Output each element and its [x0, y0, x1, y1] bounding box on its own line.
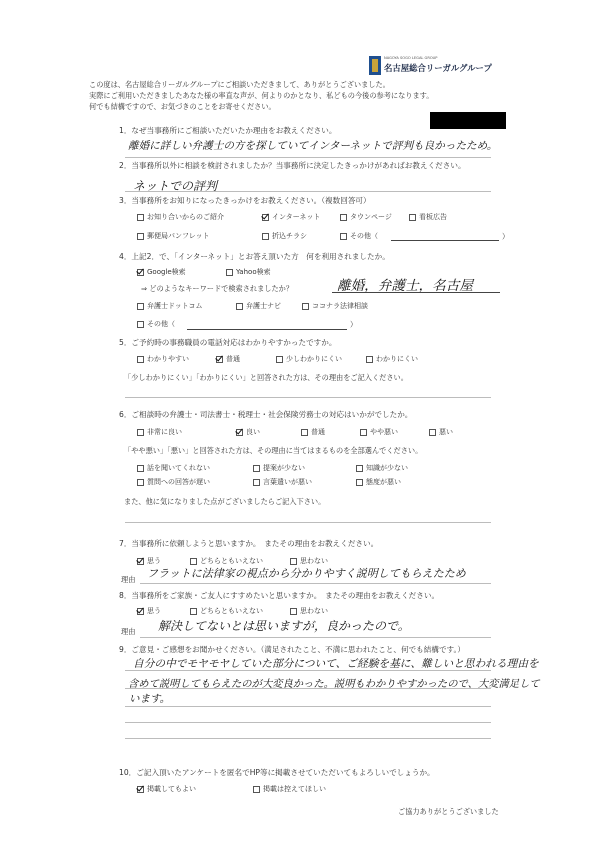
q5-option-clear[interactable]	[137, 355, 189, 364]
q5-option-somewhat-unclear[interactable]	[276, 355, 342, 364]
checkbox	[340, 214, 347, 221]
option-label: 郵便局パンフレット	[147, 232, 210, 240]
option-label: 思わない	[300, 557, 328, 565]
q4-option-bengoshi-navi[interactable]	[236, 302, 281, 311]
q10-option-allow[interactable]	[137, 785, 196, 794]
q9-rule-4	[125, 722, 491, 723]
q4-option-google[interactable]	[137, 268, 186, 277]
option-label: わかりやすい	[147, 355, 189, 363]
q6-reason-few-proposals[interactable]	[253, 464, 305, 473]
option-label: 悪い	[439, 428, 453, 436]
option-label: 態度が悪い	[366, 478, 401, 486]
checkbox	[137, 356, 144, 363]
q6-reason-bad-language[interactable]	[253, 478, 312, 487]
checkbox-checked	[262, 214, 269, 221]
q2-line	[125, 191, 491, 192]
q3-option-townpage[interactable]	[340, 213, 392, 222]
q9-line-1: 自分の中でモヤモヤしていた部分について、ご経験を基に、難しいと思われる理由を	[133, 657, 539, 670]
checkbox	[276, 356, 283, 363]
checkbox	[137, 479, 144, 486]
q6-option-normal[interactable]	[301, 428, 325, 437]
checkbox	[137, 303, 144, 310]
option-label: 掲載は控えてほしい	[263, 785, 326, 793]
q3-option-postoffice[interactable]	[137, 232, 210, 241]
q9-line-3: います。	[129, 693, 171, 705]
q9-rule-1	[125, 670, 491, 671]
checkbox	[290, 558, 297, 565]
checkbox	[190, 558, 197, 565]
q8-option-no[interactable]	[290, 607, 328, 616]
option-label: 普通	[226, 355, 240, 363]
option-label: 少しわかりにくい	[286, 355, 342, 363]
option-label: その他（	[350, 232, 378, 240]
q4-question: 4．上記2．で、「インターネット」とお答え頂いた方 何を利用されましたか。	[119, 252, 390, 261]
q5-question: 5．ご予約時の事務職員の電話対応はわかりやすかったですか。	[119, 338, 337, 347]
checkbox	[137, 214, 144, 221]
q3-other-underline	[391, 240, 499, 241]
option-label: どちらともいえない	[200, 607, 263, 615]
q7-reason: フラットに法律家の視点から分かりやすく説明してもらえたため	[147, 567, 466, 580]
q5-note: 「少しわかりにくい」「わかりにくい」と回答された方は、その理由をご記入ください。	[124, 373, 408, 382]
checkbox	[137, 321, 144, 328]
checkbox	[137, 233, 144, 240]
logo-small-text: NAGOYA SOGO LEGAL GROUP	[384, 56, 438, 60]
option-label: 思わない	[300, 607, 328, 615]
q9-line-2: 含めて説明してもらえたのが大変良かった。説明もわかりやすかったので、大変満足して	[128, 678, 540, 690]
q9-rule-5	[125, 738, 491, 739]
logo	[369, 56, 519, 78]
intro-line-3: 何でも結構ですので、お気づきのことをお寄せください。	[89, 102, 276, 111]
q6-option-very-good[interactable]	[137, 428, 182, 437]
q8-reason-label: 理由	[121, 627, 136, 636]
option-label: 弁護士ナビ	[246, 302, 281, 310]
option-label: 話を聞いてくれない	[147, 464, 210, 472]
q8-option-neutral[interactable]	[190, 607, 263, 616]
checkbox	[360, 429, 367, 436]
logo-name: 名古屋総合リーガルグループ	[384, 63, 492, 73]
q6-option-bad[interactable]	[429, 428, 453, 437]
footer-thanks: ご協力ありがとうございました	[398, 807, 499, 816]
q6-reason-bad-attitude[interactable]	[356, 478, 401, 487]
q1-line	[125, 157, 491, 158]
q6-question: 6．ご相談時の弁護士・司法書士・税理士・社会保険労務士の対応はいかがでしたか。	[119, 410, 413, 419]
q4-close-paren: ）	[350, 320, 358, 329]
logo-mark-icon	[369, 56, 381, 75]
checkbox-checked	[137, 558, 144, 565]
q3-option-acquaintance[interactable]	[137, 213, 224, 222]
q7-question: 7．当事務所に依頼しようと思いますか。 またその理由をお教えください。	[119, 539, 379, 548]
option-label: Google検索	[147, 268, 186, 276]
checkbox	[290, 608, 297, 615]
q6-reason-little-knowledge[interactable]	[356, 464, 408, 473]
checkbox	[226, 269, 233, 276]
option-label: 非常に良い	[147, 428, 182, 436]
q6-option-somewhat-bad[interactable]	[360, 428, 398, 437]
q8-question: 8．当事務所をご家族・ご友人にすすめたいと思いますか。 またその理由をお教えください。	[119, 591, 440, 600]
q6-reason-slow-answers[interactable]	[137, 478, 210, 487]
checkbox	[356, 479, 363, 486]
q6-note: 「やや悪い」「悪い」と回答された方は、その理由に当てはまるものを全部選んでください。	[124, 446, 423, 455]
checkbox-checked	[236, 429, 243, 436]
option-label: 思う	[147, 607, 161, 615]
q6-other-note: また、他に気になりました点がございましたらご記入下さい。	[124, 497, 326, 506]
checkbox	[409, 214, 416, 221]
q9-rule-2	[125, 688, 491, 689]
q10-question: 10．ご記入頂いたアンケートを匿名でHP等に掲載させていただいてもよろしいでしょうか。	[119, 768, 435, 777]
option-label: タウンページ	[350, 213, 392, 221]
q8-reason: 解決してないとは思いますが，良かったので。	[158, 619, 410, 633]
checkbox	[366, 356, 373, 363]
q8-line	[140, 637, 491, 638]
q7-line	[140, 583, 491, 584]
option-label: Yahoo検索	[236, 268, 271, 276]
checkbox	[137, 465, 144, 472]
q2-answer: ネットでの評判	[133, 179, 218, 193]
q4-other-underline	[187, 329, 347, 330]
option-label: 言葉遣いが悪い	[263, 478, 312, 486]
checkbox	[253, 786, 260, 793]
option-label: やや悪い	[370, 428, 398, 436]
q5-line	[125, 397, 491, 398]
option-label: 質問への回答が遅い	[147, 478, 210, 486]
option-label: 掲載してもよい	[147, 785, 196, 793]
q3-option-flyer[interactable]	[262, 232, 307, 241]
q3-question: 3．当事務所をお知りになったきっかけをお教えください。（複数回答可）	[119, 196, 371, 205]
checkbox	[253, 479, 260, 486]
checkbox	[262, 233, 269, 240]
checkbox	[340, 233, 347, 240]
checkbox-checked	[216, 356, 223, 363]
q6-option-good[interactable]	[236, 428, 260, 437]
redaction-box	[430, 112, 506, 129]
option-label: わかりにくい	[376, 355, 418, 363]
q3-option-signboard[interactable]	[409, 213, 447, 222]
q1-answer: 離婚に詳しい弁護士の方を探していてインターネットで評判も良かったため。	[128, 140, 498, 152]
q9-question: 9．ご意見・ご感想をお聞かせください。（満足されたこと、不満に思われたこと、何でも結構です。）	[119, 645, 465, 654]
option-label: 提案が少ない	[263, 464, 305, 472]
checkbox	[356, 465, 363, 472]
q10-option-decline[interactable]	[253, 785, 326, 794]
q4-keyword-underline	[332, 292, 500, 293]
option-label: 折込チラシ	[272, 232, 307, 240]
intro-line-2: 実際にご利用いただきましたあなた様の率直な声が、何よりのかとなり、私どもの今後の参考になります。	[89, 91, 434, 100]
checkbox-checked	[137, 608, 144, 615]
checkbox-checked	[137, 786, 144, 793]
q3-option-other[interactable]	[340, 232, 378, 241]
checkbox	[236, 303, 243, 310]
q4-option-other[interactable]	[137, 320, 175, 329]
option-label: 看板広告	[419, 213, 447, 221]
q1-question: 1．なぜ当事務所にご相談いただいたか理由をお教えください。	[119, 126, 337, 135]
q4-keyword-prompt: ⇒ どのようなキーワードで検索されましたか？	[141, 284, 294, 293]
option-label: 知識が少ない	[366, 464, 408, 472]
q4-option-bengoshi-com[interactable]	[137, 302, 202, 311]
q5-option-unclear[interactable]	[366, 355, 418, 364]
option-label: インターネット	[272, 213, 321, 221]
option-label: ココナラ法律相談	[312, 302, 368, 310]
q4-option-coconala[interactable]	[302, 302, 368, 311]
q3-close-paren: ）	[502, 232, 510, 241]
q4-option-yahoo[interactable]	[226, 268, 271, 277]
checkbox	[190, 608, 197, 615]
checkbox	[301, 429, 308, 436]
option-label: 良い	[246, 428, 260, 436]
q2-question: 2．当事務所以外に相談を検討されましたか？当事務所に決定したきっかけがあればお教えください。	[119, 161, 466, 170]
checkbox	[137, 429, 144, 436]
option-label: 弁護士ドットコム	[147, 302, 203, 310]
checkbox	[302, 303, 309, 310]
option-label: どちらともいえない	[200, 557, 263, 565]
q5-option-normal[interactable]	[216, 355, 240, 364]
q6-reason-not-listening[interactable]	[137, 464, 210, 473]
q8-option-yes[interactable]	[137, 607, 161, 616]
checkbox-checked	[137, 269, 144, 276]
option-label: その他（	[147, 320, 175, 328]
option-label: お知り合いからのご紹介	[147, 213, 224, 221]
option-label: 思う	[147, 557, 161, 565]
option-label: 普通	[311, 428, 325, 436]
q3-option-internet[interactable]	[262, 213, 320, 222]
q6-line	[125, 522, 491, 523]
q7-reason-label: 理由	[121, 575, 136, 584]
checkbox	[253, 465, 260, 472]
q4-keyword-answer: 離婚，弁護士，名古屋	[337, 278, 473, 294]
intro-line-1: この度は、名古屋総合リーガルグループにご相談いただきまして、ありがとうございました。	[89, 80, 390, 89]
checkbox	[429, 429, 436, 436]
q9-rule-3	[125, 706, 491, 707]
